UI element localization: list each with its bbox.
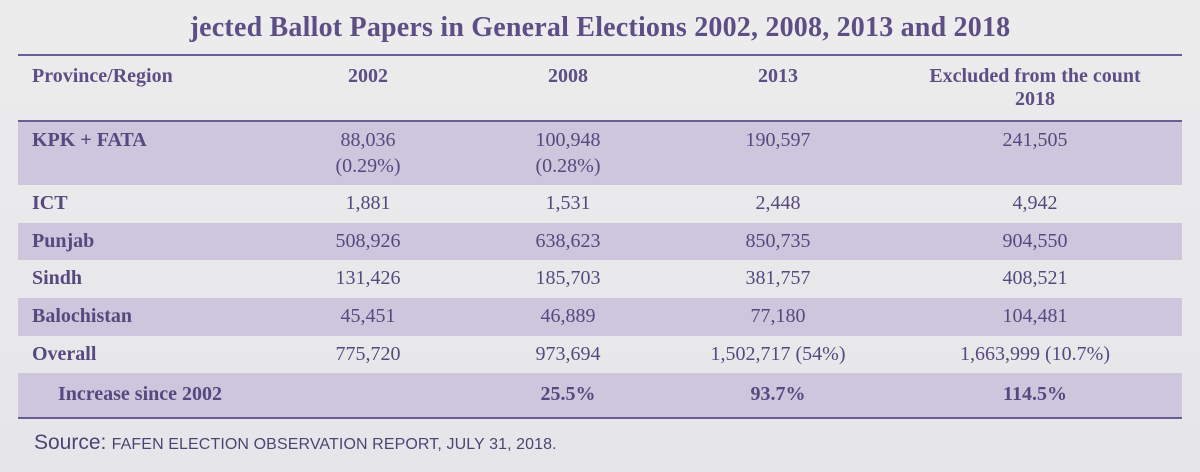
table-cell: 77,180 [668, 298, 888, 336]
column-header-label: Province/Region [32, 65, 173, 87]
table-cell: 508,926 [268, 223, 468, 261]
table-row [18, 121, 1182, 185]
table-cell: 973,694 [535, 342, 601, 365]
source-text: FAFEN ELECTION OBSERVATION REPORT, JULY 31, 2018. [111, 435, 557, 453]
footer-cell [268, 373, 468, 418]
table-cell: 904,550 [888, 223, 1182, 261]
table-header-row [18, 55, 1182, 121]
table-cell: 1,881 [345, 192, 391, 215]
footer-cell: 93.7% [668, 373, 888, 418]
table-cell: 850,735 [668, 223, 888, 261]
table-cell: 638,623 [468, 223, 668, 261]
cell-subvalue: (0.28%) [535, 154, 601, 177]
cell-subvalue: (0.29%) [335, 154, 401, 177]
row-label: Balochistan [18, 298, 268, 336]
source-note [18, 419, 1182, 455]
table-cell: 185,703 [535, 267, 601, 290]
column-header-label: 2013 [758, 65, 798, 87]
table-body [18, 121, 1182, 418]
row-label: KPK + FATA [18, 121, 268, 185]
table-cell: 381,757 [745, 267, 811, 290]
table-cell: 131,426 [335, 267, 401, 290]
column-header-label: Excluded from the count [929, 65, 1141, 87]
cell-value: 100,948 [535, 129, 601, 151]
table-cell: 46,889 [468, 298, 668, 336]
column-header-2008 [468, 55, 668, 121]
row-label: ICT [32, 192, 68, 215]
source-lead: Source: [34, 430, 107, 454]
table-cell: 2,448 [755, 192, 801, 215]
cell-value: 241,505 [1002, 129, 1068, 151]
table-cell: 408,521 [1002, 267, 1068, 290]
cell-value: 88,036 [340, 129, 396, 151]
table-header [18, 55, 1182, 121]
table-row [18, 336, 1182, 374]
table-row [18, 223, 1182, 261]
footer-cell: 114.5% [888, 373, 1182, 418]
table-cell: 1,502,717 (54%) [710, 342, 846, 365]
row-label: Sindh [32, 267, 83, 290]
column-header-2013 [668, 55, 888, 121]
cell-value: 190,597 [745, 129, 811, 151]
table-cell [468, 121, 668, 185]
table-cell: 1,663,999 (10.7%) [960, 342, 1110, 365]
table-cell: 45,451 [268, 298, 468, 336]
table-cell: 4,942 [1012, 192, 1058, 215]
row-label: Punjab [18, 223, 268, 261]
footer-cell: 25.5% [468, 373, 668, 418]
table-row [18, 298, 1182, 336]
column-header-province [18, 55, 268, 121]
table-row [18, 185, 1182, 223]
column-header-2018 [888, 55, 1182, 121]
table-cell [268, 121, 468, 185]
table-cell [888, 121, 1182, 185]
figure-title: jected Ballot Papers in General Elections 2002, 2008, 2013 and 2018 [189, 12, 1011, 43]
footer-label: Increase since 2002 [18, 373, 268, 418]
column-header-2002 [268, 55, 468, 121]
table-cell: 104,481 [888, 298, 1182, 336]
row-label: Overall [32, 342, 97, 365]
table-row [18, 260, 1182, 298]
column-header-label: 2002 [348, 65, 388, 87]
rejected-ballots-table [18, 54, 1182, 419]
table-footer-row [18, 373, 1182, 418]
table-cell: 775,720 [335, 342, 401, 365]
table-cell: 1,531 [545, 192, 591, 215]
column-header-sublabel: 2018 [1015, 88, 1055, 110]
table-cell [668, 121, 888, 185]
column-header-label: 2008 [548, 65, 588, 87]
